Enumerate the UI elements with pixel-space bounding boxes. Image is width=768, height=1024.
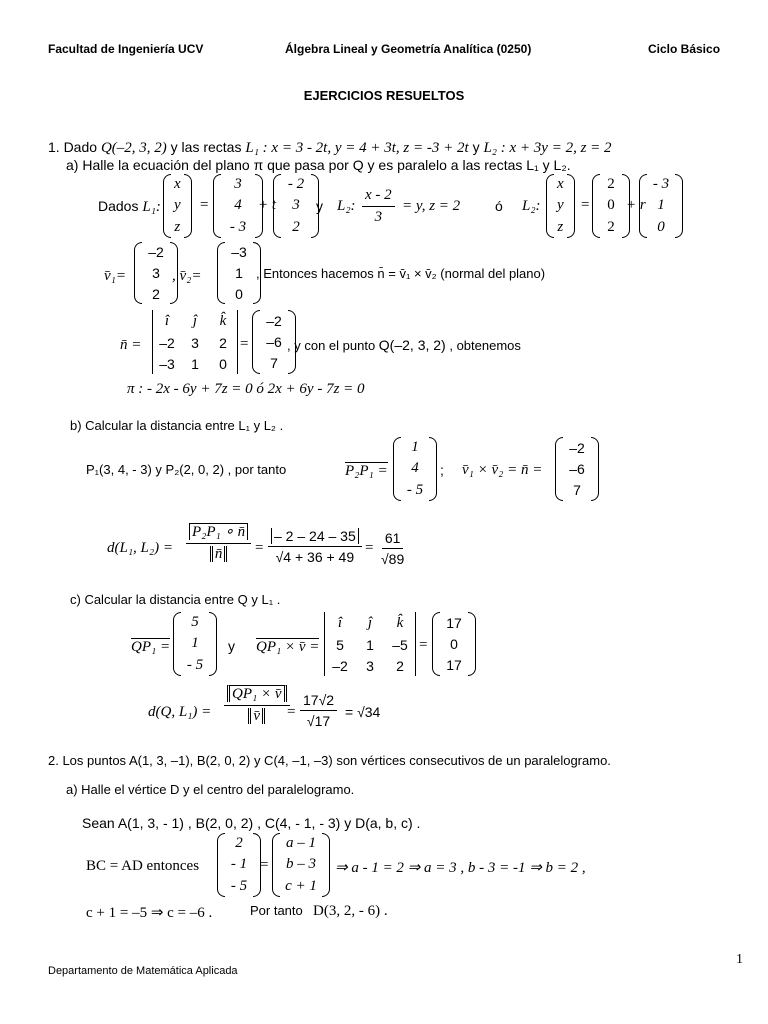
ex2-sean: Sean A(1, 3, - 1) , B(2, 0, 2) , C(4, - 1, - 3) y D(a, b, c) . bbox=[82, 815, 421, 831]
ex2-statement: 2. Los puntos A(1, 3, –1), B(2, 0, 2) y C(4, –1, –3) son vértices consecutivos de un paralelogramo. bbox=[48, 753, 611, 768]
ex1-line-L2: L₂ : x + 3y = 2, z = 2 bbox=[483, 140, 612, 156]
distance-q-fraction-2: $\frac{17√2}{√17}$ bbox=[300, 692, 337, 729]
L1-xyz-vector: x y z bbox=[163, 174, 192, 238]
v1-vector: –2 3 2 bbox=[134, 242, 178, 304]
c-determinant: î ĵ k̂ 5 1 –5 –2 3 2 bbox=[324, 612, 416, 676]
L1-direction-vector: - 2 3 2 bbox=[273, 174, 319, 238]
BC-vector: 2 - 1 - 5 bbox=[217, 833, 261, 897]
header-faculty: Facultad de Ingeniería UCV bbox=[48, 42, 204, 56]
distance-fraction-2: $\frac{- 2 - 24 - 35}{√4 + 36 + 49}$ bbox=[268, 528, 362, 565]
implies-line: ⇒ a - 1 = 2 ⇒ a = 3 , b - 3 = -1 ⇒ b = 2 , bbox=[335, 860, 586, 876]
ex1-part-c: c) Calcular la distancia entre Q y L₁ . bbox=[70, 592, 281, 607]
QP1-label: QP₁ = bbox=[131, 639, 171, 655]
normal-text: , Entonces hacemos n̄ = v̄₁ × v̄₂ (normal del plano) bbox=[256, 266, 546, 281]
n-vector: –2 –6 7 bbox=[252, 310, 296, 374]
plane-equation: π : - 2x - 6y + 7z = 0 ó 2x + 6y - 7z = 0 bbox=[127, 381, 365, 397]
AD-vector: a – 1 b – 3 c + 1 bbox=[272, 833, 330, 897]
points-b: P₁(3, 4, - 3) y P₂(2, 0, 2) , por tanto bbox=[86, 462, 287, 477]
n-point: Q(–2, 3, 2) bbox=[378, 337, 446, 353]
ex1-part-b: b) Calcular la distancia entre L₁ y L₂ . bbox=[70, 418, 284, 433]
distance-fraction-1: $\frac{\text{P₂P₁ ∘ n̄}}{n̄}$ bbox=[186, 522, 251, 563]
ex1-statement: 1. Dado Q(–2, 3, 2) y las rectas L₁ : x = 3 - 2t, y = 4 + 3t, z = -3 + 2t y L₂ : x + 3y = 2, z = 2 bbox=[48, 139, 612, 156]
distance-q-result: = √34 bbox=[345, 704, 381, 720]
L2-point-vector: 2 0 2 bbox=[592, 174, 630, 238]
ex1-point: Q(–2, 3, 2) bbox=[100, 140, 167, 156]
dados-label: Dados L₁: bbox=[98, 198, 161, 215]
ex1-part-a: a) Halle la ecuación del plano π que pasa por Q y es paralelo a las rectas L₁ y L₂. bbox=[66, 157, 571, 173]
n-determinant: î ĵ k̂ –2 3 2 –3 1 0 bbox=[152, 310, 238, 374]
L1-point-vector: 3 4 - 3 bbox=[213, 174, 263, 238]
v2-vector: –3 1 0 bbox=[217, 242, 261, 304]
D-point: D(3, 2, - 6) . bbox=[313, 903, 388, 919]
cross-vector-c: 17 0 17 bbox=[432, 612, 476, 676]
ex2-part-a: a) Halle el vértice D y el centro del paralelogramo. bbox=[66, 782, 355, 797]
L2-fraction: $\frac{x - 2}{3}$ bbox=[362, 187, 395, 226]
header-cycle: Ciclo Básico bbox=[648, 42, 721, 56]
page-number: 1 bbox=[736, 952, 743, 967]
L2-xyz-vector: x y z bbox=[546, 174, 575, 238]
QP1-vector: 5 1 - 5 bbox=[173, 612, 217, 676]
L2-direction-vector: - 3 1 0 bbox=[639, 174, 683, 238]
bc-ad-label: BC = AD entonces bbox=[86, 858, 200, 874]
footer-department: Departamento de Matemática Aplicada bbox=[48, 965, 238, 977]
distance-q-fraction-1: $\frac{\text{QP₁ × v̄}}{v̄}$ bbox=[224, 686, 290, 725]
P2P1-label: P₂P₁ = bbox=[345, 463, 388, 479]
cross-vector-b: –2 –6 7 bbox=[555, 437, 599, 501]
distance-fraction-3: $\frac{61}{√89}$ bbox=[381, 530, 405, 567]
ex1-line-L1: L₁ : x = 3 - 2t, y = 4 + 3t, z = -3 + 2t bbox=[245, 140, 469, 156]
page-title: EJERCICIOS RESUELTOS bbox=[303, 88, 465, 103]
P2P1-vector: 1 4 - 5 bbox=[393, 437, 437, 501]
c-line: c + 1 = –5 ⇒ c = –6 . bbox=[86, 905, 213, 921]
header-course: Álgebra Lineal y Geometría Analítica (0250) bbox=[285, 42, 532, 56]
